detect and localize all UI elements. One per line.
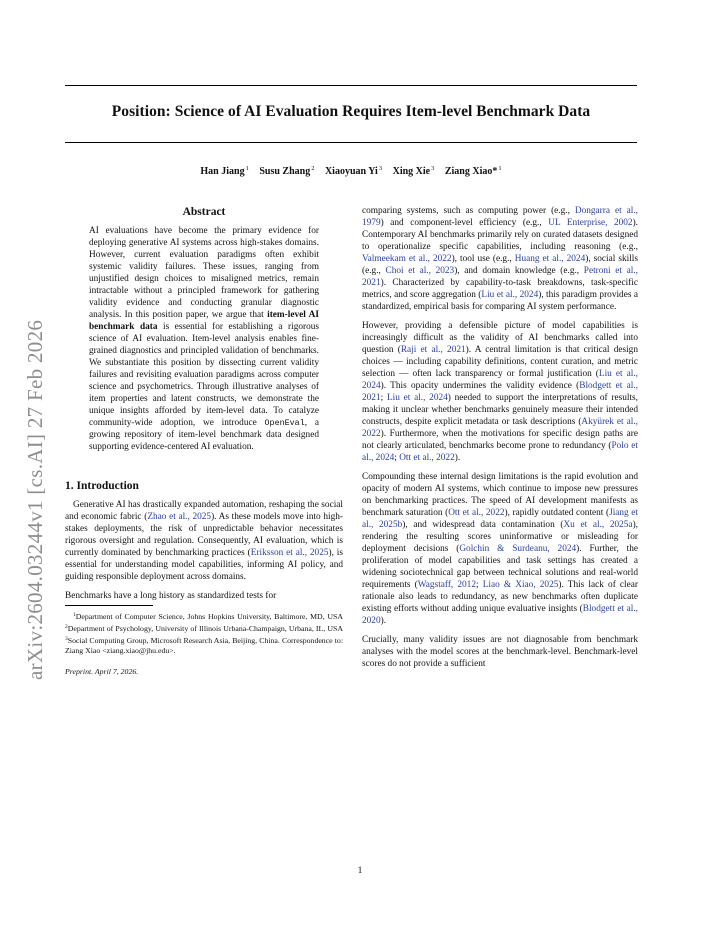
affiliation-footnote: $^1$Department of Computer Science, Johns Hopkins University, Baltimore, MD, USA $^2$Department of Psychology, University of Illinois Urbana-Champaign, Urbana, IL, USA $^3$Social Computing Group, Microsoft Research Asia, Beijing, China. Correspondence to: Ziang Xiao <ziang.xiao@jhu.edu>. [65,612,343,655]
citation-link[interactable]: Choi et al., 2023 [385,266,455,276]
paper-title: Position: Science of AI Evaluation Requires Item-level Benchmark Data [111,103,591,120]
citation-link[interactable]: Dongarra et al., 1979 [362,206,638,228]
abstract-heading: Abstract [182,206,226,218]
author-list [65,165,637,177]
citation-link[interactable]: Wagstaff, 2012 [417,580,476,590]
author: Ziang Xiao*$^1$ [444,165,502,177]
openeval-code: OpenEval [264,418,305,428]
citation-link[interactable]: Akyürek et al., 2022 [362,417,638,439]
title-bottom-rule [65,142,637,143]
right-column [362,205,638,677]
section-heading-introduction: 1. Introduction [65,480,139,492]
arxiv-identifier-stamp: arXiv:2604.03244v1 [cs.AI] 27 Feb 2026 [23,319,47,680]
author: Xiaoyuan Yi$^3$ [324,165,383,177]
citation-link[interactable]: Petroni et al., 2021 [362,266,638,288]
citation-link[interactable]: Valmeekam et al., 2022 [362,254,452,264]
intro-paragraph: Generative AI has drastically expanded automation, reshaping the social and economic fabric (Zhao et al., 2025). As these models move into high-stakes deployments, the risk of unpredictable behavior necessitates rigorous oversight and regulation. Consequently, AI evaluation, which is currently dominated by benchmarking practices (Eriksson et al., 2025), is essential for understanding model capabilities, informing AI policy, and guiding responsible deployment across domains. [65,500,343,582]
citation-link[interactable]: Ott et al., 2022 [399,453,455,463]
intro-paragraph: Benchmarks have a long history as standardized tests for [65,591,277,601]
citation-link[interactable]: Polo et al., 2024 [362,441,638,463]
citation-link[interactable]: Ott et al., 2022 [448,508,505,518]
abstract-body: AI evaluations have become the primary evidence for deploying generative AI systems across high-stakes domains. However, current evaluation paradigms often exhibit systemic validity failures. These issues, ranging from unjustified design choices to misaligned metrics, remain intractable without a principled framework for gathering validity evidence and conducting granular diagnostic analysis. In this position paper, we argue that item-level AI benchmark data is essential for establishing a rigorous science of AI evaluation. Item-level analysis enables fine-grained diagnostics and principled validation of benchmarks. We substantiate this position by dissecting current validity failures and revisiting evaluation paradigms across computer science and psychometrics. Through illustrative analyses of item properties and latent constructs, we demonstrate the unique insights afforded by item-level data. To catalyze community-wide adoption, we introduce OpenEval, a growing repository of item-level benchmark data designed supporting evidence-centered AI evaluation. [89,226,320,452]
citation-link[interactable]: Raji et al., 2021 [400,345,466,355]
body-paragraph: Compounding these internal design limitations is the rapid evolution and opacity of modern AI systems, which continue to impose new pressures on benchmarking practices. The speed of AI development manifests as benchmark saturation (Ott et al., 2022), rapidly outdated content (Jiang et al., 2025b), and widespread data contamination (Xu et al., 2025a), rendering the resulting scores uninformative or misleading for deployment decisions (Golchin & Surdeanu, 2024). Further, the proliferation of model capabilities and task settings has created a widening sociotechnical gap between technical solutions and real-world requirements (Wagstaff, 2012; Liao & Xiao, 2025). This lack of clear rationale also leads to redundancy, as new benchmarks often duplicate existing efforts without adding unique evaluative insights (Blodgett et al., 2020). [362,472,638,626]
author: Han Jiang$^1$ [200,165,249,177]
body-paragraph: comparing systems, such as computing power (e.g., Dongarra et al., 1979) and component-level efficiency (e.g., UL Enterprise, 2002). Contemporary AI benchmarks primarily rely on curated datasets designed to operationalize specific capabilities, including reasoning (e.g., Valmeekam et al., 2022), tool use (e.g., Huang et al., 2024), social skills (e.g., Choi et al., 2023), and domain knowledge (e.g., Petroni et al., 2021). Characterized by capability-to-task breakdowns, task-specific metrics, and score aggregation (Liu et al., 2024), this paradigm provides a standardized, empirical basis for comparing AI system performance. [362,206,638,312]
citation-link[interactable]: Eriksson et al., 2025 [250,548,329,558]
citation-link[interactable]: Liu et al., 2024 [481,290,539,300]
citation-link[interactable]: Liao & Xiao, 2025 [482,580,559,590]
footnote-rule [65,605,153,606]
citation-link[interactable]: Golchin & Surdeanu, 2024 [459,544,577,554]
citation-link[interactable]: Xu et al., 2025a [563,520,633,530]
left-column [65,205,343,678]
author: Susu Zhang$^2$ [259,165,315,177]
preprint-note: Preprint. April 7, 2026. [65,667,139,676]
citation-link[interactable]: Liu et al., 2024 [386,393,448,403]
author: Xing Xie$^3$ [392,165,435,177]
citation-link[interactable]: Zhao et al., 2025 [147,512,212,522]
citation-link[interactable]: Liu et al., 2024 [362,369,638,391]
citation-link[interactable]: Blodgett et al., 2020 [362,604,638,626]
body-paragraph: However, providing a defensible picture of model capabilities is increasingly difficult as the validity of AI benchmarks called into question (Raji et al., 2021). A central limitation is that critical design choices — including capability definitions, content curation, and metric selection — often lack transparency or formal justification (Liu et al., 2024). This opacity undermines the validity evidence (Blodgett et al., 2021; Liu et al., 2024) needed to support the interpretations of results, making it unclear whether benchmarks genuinely measure their intended constructs, despite explicit metadata or task descriptions (Akyürek et al., 2022). Furthermore, when the motivations for specific design paths are not clearly articulated, benchmarks become prone to redundancy (Polo et al., 2024; Ott et al., 2022). [362,321,638,463]
citation-link[interactable]: Huang et al., 2024 [514,254,586,264]
page-number: 1 [357,866,363,876]
title-top-rule [65,85,637,86]
body-paragraph: Crucially, many validity issues are not diagnosable from benchmark analyses with the model scores at the benchmark-level. Benchmark-level scores do not provide a sufficient [362,635,638,669]
citation-link[interactable]: Blodgett et al., 2021 [362,381,638,403]
citation-link[interactable]: Jiang et al., 2025b [362,508,638,530]
citation-link[interactable]: UL Enterprise, 2002 [548,218,633,228]
